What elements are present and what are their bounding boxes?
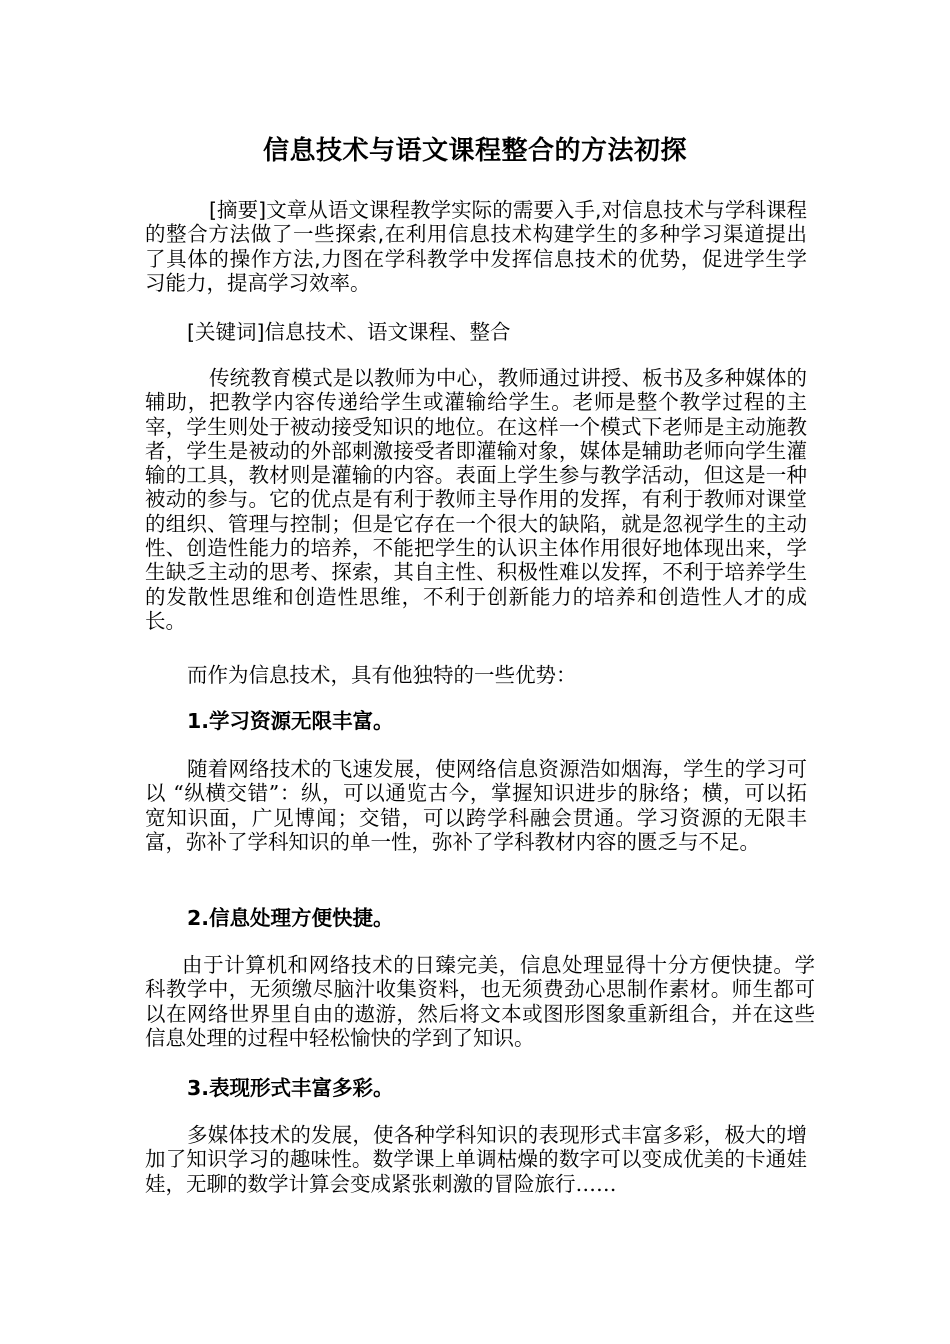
section-heading-information-processing: 2.信息处理方便快捷。 <box>187 906 394 930</box>
body-paragraph-learning-resources: 随着网络技术的飞速发展，使网络信息资源浩如烟海，学生的学习可以 “纵横交错”：纵，可以通览古今，掌握知识进步的脉络；横，可以拓宽知识面，广见博闻；交错，可以跨学科融会贯通。学习资源的无限丰富，弥补了学科知识的单一性，弥补了学科教材内容的匮乏与不足。 <box>145 757 807 854</box>
section-heading-presentation-forms: 3.表现形式丰富多彩。 <box>187 1076 394 1100</box>
body-paragraph-advantages-intro: 而作为信息技术，具有他独特的一些优势： <box>187 663 577 687</box>
document-title: 信息技术与语文课程整合的方法初探 <box>262 136 687 166</box>
body-paragraph-information-processing: 由于计算机和网络技术的日臻完美，信息处理显得十分方便快捷。学科教学中，无须缴尽脑汁收集资料，也无须费劲心思制作素材。师生都可以在网络世界里自由的遨游，然后将文本或图形图象重新组合，并在这些信息处理的过程中轻松愉快的学到了知识。 <box>145 953 815 1050</box>
section-heading-learning-resources: 1.学习资源无限丰富。 <box>187 709 394 733</box>
body-paragraph-presentation-forms: 多媒体技术的发展，使各种学科知识的表现形式丰富多彩，极大的增加了知识学习的趣味性。数学课上单调枯燥的数字可以变成优美的卡通娃娃，无聊的数学计算会变成紧张刺激的冒险旅行…… <box>145 1123 807 1196</box>
keywords-paragraph: [关键词]信息技术、语文课程、整合 <box>187 320 511 344</box>
body-paragraph-traditional-model: 传统教育模式是以教师为中心，教师通过讲授、板书及多种媒体的辅助，把教学内容传递给学生或灌输给学生。老师是整个教学过程的主宰，学生则处于被动接受知识的地位。在这样一个模式下老师是主动施教者，学生是被动的外部刺激接受者即灌输对象，媒体是辅助老师向学生灌输的工具，教材则是灌输的内容。表面上学生参与教学活动，但这是一种被动的参与。它的优点是有利于教师主导作用的发挥，有利于教师对课堂的组织、管理与控制；但是它存在一个很大的缺陷，就是忽视学生的主动性、创造性能力的培养，不能把学生的认识主体作用很好地体现出来，学生缺乏主动的思考、探索，其自主性、积极性难以发挥，不利于培养学生的发散性思维和创造性思维，不利于创新能力的培养和创造性人才的成长。 <box>145 366 807 633</box>
abstract-paragraph: [摘要]文章从语文课程教学实际的需要入手,对信息技术与学科课程的整合方法做了一些探索,在利用信息技术构建学生的多种学习渠道提出了具体的操作方法,力图在学科教学中发挥信息技术的优势，促进学生学习能力，提高学习效率。 <box>145 198 807 295</box>
